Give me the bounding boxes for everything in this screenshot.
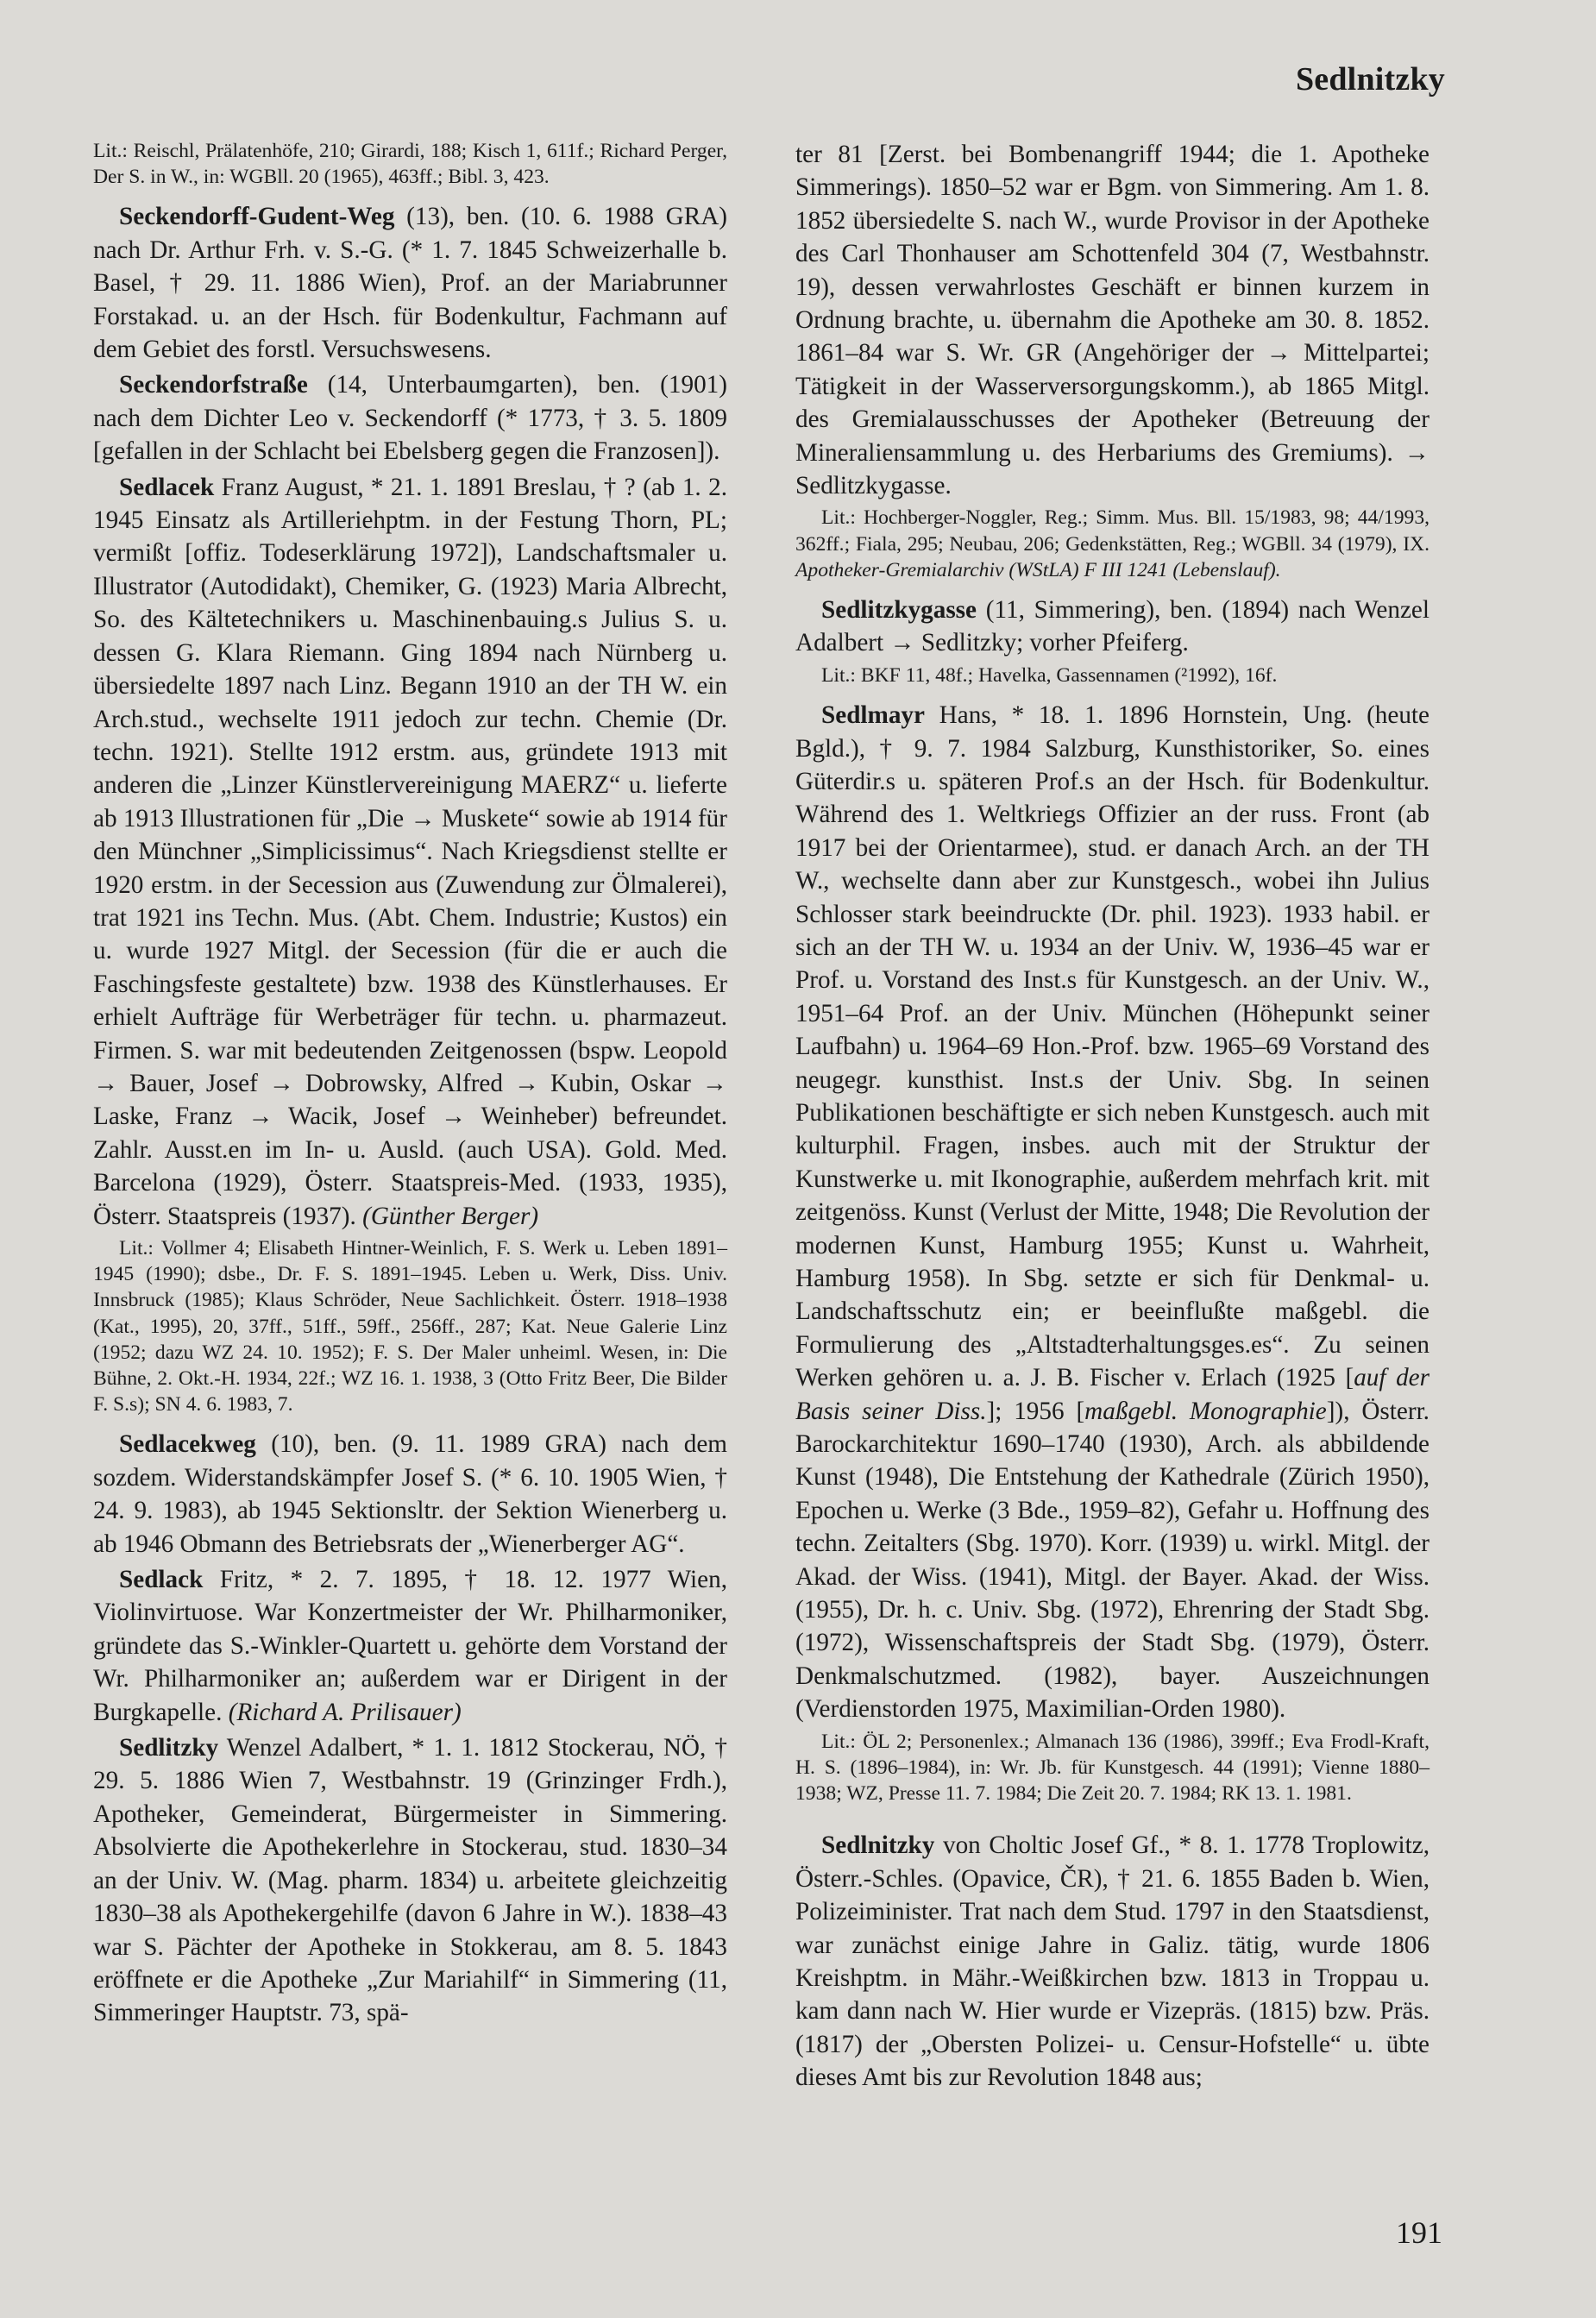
entry-seckendorff-gudent-weg [93, 200, 727, 366]
entry-text: Fritz, * 2. 7. 1895, † 18. 12. 1977 Wien, Violinvirtuose. War Konzertmeister der Wr. Philharmoniker, gründete das S.-Winkler-Quartett u. gehörte dem Vorstand der Wr. Philharmoniker an; außerdem war er Dirigent in der Burgkapelle. [93, 1566, 727, 1726]
headword: Sedlmayr [821, 701, 925, 730]
entry-sedlack [93, 1563, 727, 1729]
entry-sedlnitzky [795, 1829, 1429, 2094]
entry-sedlacekweg [93, 1428, 727, 1561]
lit-archive-ref: Apotheker-Gremialarchiv (WStLA) F III 1241 (Lebenslauf). [795, 558, 1281, 581]
lit-prefix: Lit.: [119, 1237, 161, 1260]
entry-text: Hans, * 18. 1. 1896 Hornstein, Ung. (heute Bgld.), † 9. 7. 1984 Salzburg, Kunsthistoriker, So. eines Güterdir.s u. späteren Prof.s an der Hsch. für Bodenkultur. Während des 1. Weltkriegs Offizier an der russ. Front (ab 1917 bei der Orientarmee), stud. er danach Arch. an der TH W., wechselte dann aber zur Kunstgesch., wobei ihn Julius Schlosser stark beeindruckte (Dr. phil. 1923). 1933 habil. er sich an der TH W. u. 1934 an der Univ. W, 1936–45 war er Prof. u. Vorstand des Inst.s für Kunstgesch. an der Univ. W., 1951–64 Prof. an der Univ. München (Höhepunkt seiner Laufbahn) u. 1964–69 Hon.-Prof. bzw. 1965–69 Vorstand des neugegr. kunsthist. Inst.s der Univ. Sbg. In seinen Publikationen beschäftigte er sich neben Kunstgesch. auch mit kulturphil. Fragen, insbes. auch mit der Struktur der Kunstwerke u. mit Ikonographie, außerdem mehrfach krit. mit zeitgenöss. Kunst (Verlust der Mitte, 1948; Die Revolution der modernen Kunst, Hamburg 1955; Kunst u. Wahrheit, Hamburg 1958). In Sbg. setzte er sich für Denkmal- u. Landschaftsschutz ein; er beeinflußte maßgebl. die Formulierung des „Altstadterhaltungsges.es“. Zu seinen Werken gehören u. a. J. B. Fischer v. Erlach (1925 [ [795, 701, 1429, 1392]
entry-text: (13), ben. (10. 6. 1988 GRA) nach Dr. Arthur Frh. v. S.-G. (* 1. 7. 1845 Schweizerhalle b. Basel, † 29. 11. 1886 Wien), Prof. an der Mariabrunner Forstakad. u. an der Hsch. für Bodenkultur, Fachmann auf dem Gebiet des forstl. Versuchswesens. [93, 203, 727, 364]
entry-seckendorfstrasse [93, 368, 727, 468]
page-number: 191 [1396, 2215, 1442, 2250]
entry-text: (10), ben. (9. 11. 1989 GRA) nach dem sozdem. Widerstandskämpfer Josef S. (* 6. 10. 1905 Wien, † 24. 9. 1983), ab 1945 Sektionsltr. der Sektion Wienerberg u. ab 1946 Obmann des Betriebsrats der „Wienerberger AG“. [93, 1430, 727, 1558]
lit-text: Vollmer 4; Elisabeth Hintner-Weinlich, F. S. Werk u. Leben 1891–1945 (1990); dsbe., Dr. F. S. 1891–1945. Leben u. Werk, Diss. Univ. Innsbruck (1985); Klaus Schröder, Neue Sachlichkeit. Österr. 1918–1938 (Kat., 1995), 20, 37ff., 51ff., 59ff., 256ff., 287; Kat. Neue Galerie Linz (1952; dazu WZ 24. 10. 1952); F. S. Der Maler unheiml. Wesen, in: Die Bühne, 2. Okt.-H. 1934, 22f.; WZ 16. 1. 1938, 3 (Otto Fritz Beer, Die Bilder F. S.s); SN 4. 6. 1983, 7. [93, 1237, 727, 1417]
entry-text: ]), Österr. Barockarchitektur 1690–1740 (1930), Arch. als abbildende Kunst (1948), Die Entstehung der Kathedrale (Zürich 1950), Epochen u. Werke (3 Bde., 1959–82), Gefahr u. Hoffnung des techn. Zeitalters (Sbg. 1970). Korr. (1939) u. wirkl. Mitgl. der Akad. der Wiss. (1941), Mitgl. der Bayer. Akad. der Wiss. (1955), Dr. h. c. Univ. Sbg. (1972), Ehrenring der Stadt Sbg. (1972), Wissenschaftspreis der Stadt Sbg. (1979), Österr. Denkmalschutzmed. (1982), bayer. Auszeichnungen (Verdienstorden 1975, Maximilian-Orden 1980). [795, 1397, 1429, 1724]
right-column [795, 138, 1429, 2097]
lit-text: BKF 11, 48f.; Havelka, Gassennamen (²1992), 16f. [860, 663, 1278, 687]
lit-text: Reischl, Prälatenhöfe, 210; Girardi, 188; Kisch 1, 611f.; Richard Perger, Der S. in W., in: WGBll. 20 (1965), 463ff.; Bibl. 3, 423. [93, 140, 727, 189]
entry-sedlacek [93, 471, 727, 1233]
lit-text: Hochberger-Noggler, Reg.; Simm. Mus. Bll. 15/1983, 98; 44/1993, 362ff.; Fiala, 295; Neubau, 206; Gedenkstätten, Reg.; WGBll. 34 (1979), IX. [795, 506, 1430, 556]
entry-continuation [795, 138, 1429, 502]
lit-prefix: Lit.: [93, 140, 134, 162]
lit-prefix: Lit.: [821, 663, 861, 687]
headword: Sedlack [119, 1566, 204, 1594]
lit-prefix: Lit.: [821, 1730, 864, 1753]
running-head: Sedlnitzky [1295, 61, 1445, 97]
headword: Sedlitzkygasse [821, 596, 977, 625]
headword: Seckendorfstraße [119, 371, 308, 399]
entry-text: ter 81 [Zerst. bei Bombenangriff 1944; die 1. Apotheke Simmerings). 1850–52 war er Bgm. von Simmering. Am 1. 8. 1852 übersiedelte S. nach W., wurde Provisor in der Apotheke des Carl Thonhauser am Schottenfeld 304 (7, Westbahnstr. 19), dessen verwahrlostes Geschäft er binnen kurzem in Ordnung brachte, u. übernahm die Apotheke am 30. 8. 1852. 1861–84 war S. Wr. GR (Angehöriger der → Mittelpartei; Tätigkeit in der Wasserversorgungskomm.), ab 1865 Mitgl. des Gremialausschusses der Apotheker (Betreuung der Mineraliensammlung u. des Herbariums des Gremiums). → Sedlitzkygasse. [795, 141, 1429, 500]
literature-note [93, 138, 727, 190]
entry-sedlitzky [93, 1731, 727, 2030]
entry-text: ]; 1956 [ [986, 1397, 1085, 1425]
headword: Sedlnitzky [821, 1831, 935, 1860]
literature-note [795, 663, 1429, 688]
entry-text: (11, Simmering), ben. (1894) nach Wenzel Adalbert → Sedlitzky; vorher Pfeiferg. [795, 596, 1429, 657]
entry-text: Wenzel Adalbert, * 1. 1. 1812 Stockerau, NÖ, † 29. 5. 1886 Wien 7, Westbahnstr. 19 (Grinzinger Frdh.), Apotheker, Gemeinderat, Bürgermeister in Simmering. Absolvierte die Apothekerlehre in Stockerau, stud. 1830–34 an der Univ. W. (Mag. pharm. 1834) u. arbeitete gleichzeitig 1830–38 als Apothekergehilfe (davon 6 Jahre in W.). 1838–43 war S. Pächter der Apotheke in Stokkerau, am 8. 5. 1843 eröffnete er die Apotheke „Zur Mariahilf“ in Simmering (11, Simmeringer Hauptstr. 73, spä- [93, 1734, 727, 2027]
lit-prefix: Lit.: [821, 506, 864, 530]
literature-note [795, 1729, 1429, 1807]
italic-phrase: maßgebl. Monographie [1084, 1397, 1327, 1425]
headword: Sedlacek [119, 473, 215, 501]
headword: Sedlacekweg [119, 1430, 256, 1459]
left-column [93, 138, 727, 2032]
italic-phrase: auf der Basis seiner Diss. [795, 1364, 1429, 1425]
headword: Seckendorff-Gudent-Weg [119, 203, 395, 231]
entry-text: (14, Unterbaumgarten), ben. (1901) nach dem Dichter Leo v. Seckendorff (* 1773, † 3. 5. 1809 [gefallen in der Schlacht bei Ebelsberg gegen die Franzosen]). [93, 371, 727, 466]
entry-text: von Choltic Josef Gf., * 8. 1. 1778 Troplowitz, Österr.-Schles. (Opavice, ČR), † 21. 6. 1855 Baden b. Wien, Polizeiminister. Trat nach dem Stud. 1797 in den Staatsdienst, war zunächst einige Jahre in Galiz. tätig, wurde 1806 Kreishptm. in Mähr.-Weißkirchen bzw. 1813 in Troppau u. kam dann nach W. Hier wurde er Vizepräs. (1815) bzw. Präs. (1817) der „Obersten Polizei- u. Censur-Hofstelle“ u. übte dieses Amt bis zur Revolution 1848 aus; [795, 1831, 1429, 2092]
entry-sedlitzkygasse [795, 594, 1429, 660]
entry-text: Franz August, * 21. 1. 1891 Breslau, † ? (ab 1. 2. 1945 Einsatz als Artilleriehptm. in der Festung Thorn, PL; vermißt [offiz. Todeserklärung 1972]), Landschaftsmaler u. Illustrator (Autodidakt), Chemiker, G. (1923) Maria Albrecht, So. des Kältetechnikers u. Maschinenbauing.s Julius S. u. dessen G. Klara Riemann. Ging 1894 nach Nürnberg u. übersiedelte 1897 nach Linz. Begann 1910 an der TH W. ein Arch.stud., wechselte 1911 jedoch zur techn. Chemie (Dr. techn. 1921). Stellte 1912 erstm. aus, gründete 1913 mit anderen die „Linzer Künstlervereinigung MAERZ“ u. lieferte ab 1913 Illustrationen für „Die → Muskete“ sowie ab 1914 für den Münchner „Simplicissimus“. Nach Kriegsdienst stellte er 1920 erstm. in der Secession aus (Zuwendung zur Ölmalerei), trat 1921 ins Techn. Mus. (Abt. Chem. Industrie; Kustos) ein u. wurde 1927 Mitgl. der Secession (für die er auch die Faschingsfeste gestaltete) bzw. 1938 des Künstlerhauses. Er erhielt Aufträge für Werbeträger für techn. u. pharmazeut. Firmen. S. war mit bedeutenden Zeitgenossen (bspw. Leopold → Bauer, Josef → Dobrowsky, Alfred → Kubin, Oskar → Laske, Franz → Wacik, Josef → Weinheber) befreundet. Zahlr. Ausst.en im In- u. Ausld. (auch USA). Gold. Med. Barcelona (1929), Österr. Staatspreis-Med. (1933, 1935), Österr. Staatspreis (1937). [93, 473, 727, 1230]
literature-note [93, 1235, 727, 1417]
headword: Sedlitzky [119, 1734, 219, 1762]
literature-note [795, 505, 1429, 583]
entry-sedlmayr [795, 699, 1429, 1726]
author-signature: (Richard A. Prilisauer) [228, 1698, 462, 1726]
lit-text: ÖL 2; Personenlex.; Almanach 136 (1986), 399ff.; Eva Frodl-Kraft, H. S. (1896–1984), in: Wr. Jb. für Kunstgesch. 44 (1991); Vienne 1880–1938; WZ, Presse 11. 7. 1984; Die Zeit 20. 7. 1984; RK 13. 1. 1981. [795, 1730, 1429, 1806]
author-signature: (Günther Berger) [362, 1202, 539, 1230]
